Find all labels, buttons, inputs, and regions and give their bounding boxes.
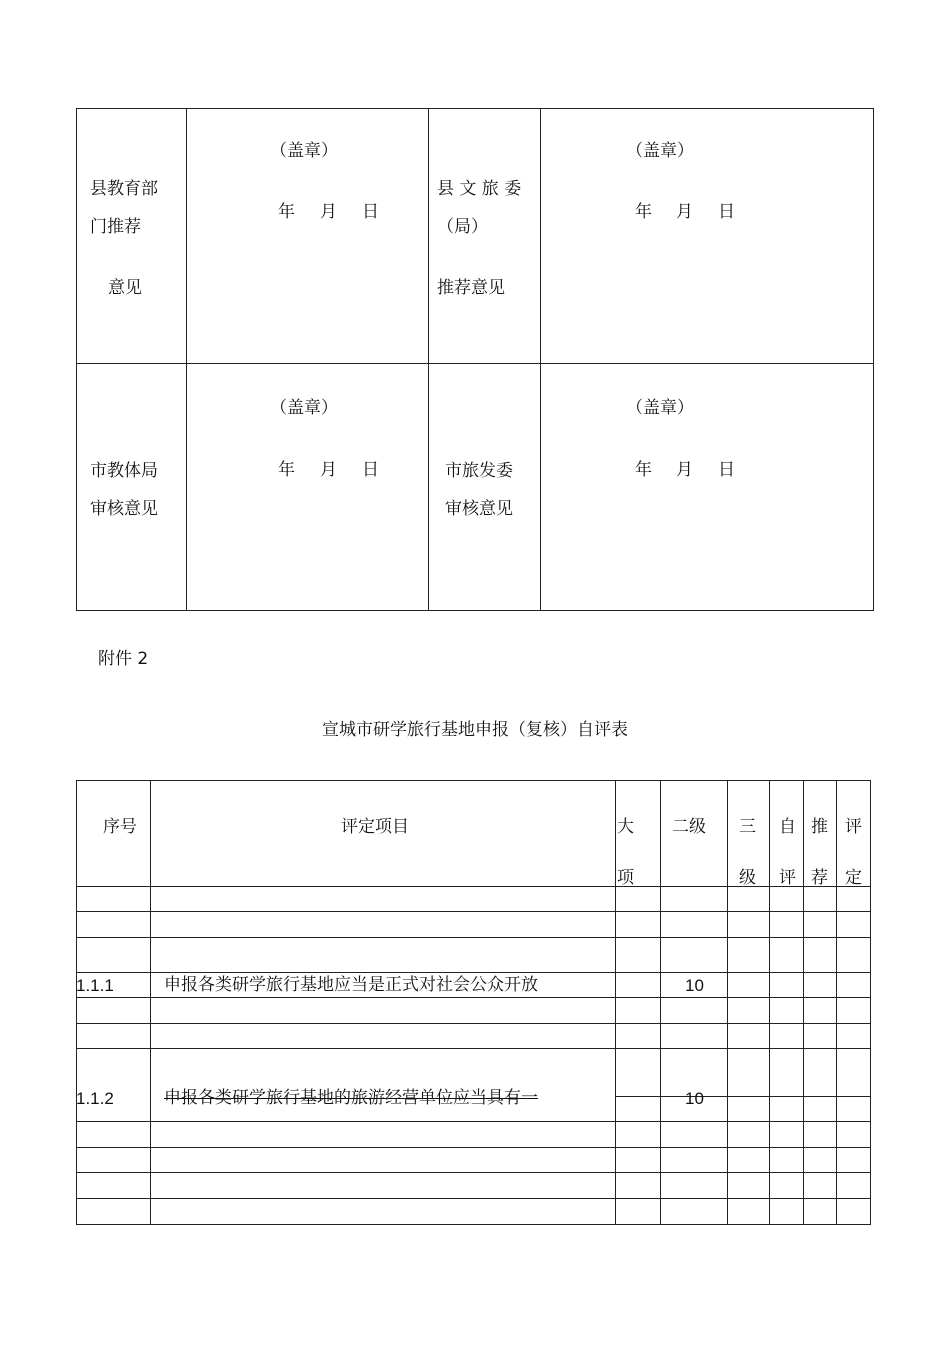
approval-col-divider xyxy=(186,108,187,611)
row-level2-score: 10 xyxy=(685,976,704,995)
eval-col-divider xyxy=(727,780,728,1225)
eval-row-divider xyxy=(76,1023,871,1024)
eval-row-divider xyxy=(76,1172,871,1173)
eval-row-divider xyxy=(76,972,871,973)
seal-placeholder: （盖章） xyxy=(270,398,338,418)
county-tourism-label: （局） xyxy=(437,217,488,237)
header-self: 评 xyxy=(779,868,796,888)
header-major: 项 xyxy=(617,868,634,888)
city-tourism-label: 市旅发委 xyxy=(445,461,513,481)
date-year: 年 xyxy=(278,202,295,222)
header-seq: 序号 xyxy=(103,817,137,837)
eval-col-divider xyxy=(660,780,661,1225)
eval-col-divider xyxy=(803,780,804,1225)
county-education-label: 县教育部 xyxy=(90,179,158,199)
eval-row-divider xyxy=(76,997,871,998)
eval-col-divider xyxy=(769,780,770,1225)
header-recommend: 推 xyxy=(811,817,828,837)
city-education-label: 市教体局 xyxy=(90,461,158,481)
approval-row-divider xyxy=(76,363,874,364)
eval-table xyxy=(76,780,871,1225)
seal-placeholder: （盖章） xyxy=(270,141,338,161)
row-item: 申报各类研学旅行基地的旅游经营单位应当具有一 xyxy=(164,1088,538,1108)
form-title: 宣城市研学旅行基地申报（复核）自评表 xyxy=(322,720,628,740)
approval-col-divider xyxy=(540,108,541,611)
seal-placeholder: （盖章） xyxy=(626,141,694,161)
eval-row-divider xyxy=(76,1198,871,1199)
seal-placeholder: （盖章） xyxy=(626,398,694,418)
date-year: 年 xyxy=(635,460,652,480)
approval-col-divider xyxy=(428,108,429,611)
county-education-label: 门推荐 xyxy=(90,217,141,237)
row-level2-score: 10 xyxy=(685,1089,704,1108)
county-education-label: 意见 xyxy=(108,278,142,298)
eval-col-divider xyxy=(836,780,837,1225)
date-year: 年 xyxy=(635,202,652,222)
city-education-label: 审核意见 xyxy=(90,499,158,519)
header-level3: 级 xyxy=(739,868,756,888)
date-month: 月 xyxy=(320,460,337,480)
header-item: 评定项目 xyxy=(341,817,409,837)
header-rating: 评 xyxy=(845,817,862,837)
header-level3: 三 xyxy=(739,817,756,837)
eval-col-divider xyxy=(150,780,151,1225)
date-day: 日 xyxy=(362,202,379,222)
row-seq: 1.1.2 xyxy=(76,1089,114,1108)
county-tourism-label: 县 文 旅 委 xyxy=(437,179,522,199)
date-day: 日 xyxy=(362,460,379,480)
eval-row-divider xyxy=(76,1048,871,1049)
eval-row-divider xyxy=(76,937,871,938)
eval-row-divider xyxy=(76,1121,871,1122)
eval-row-divider xyxy=(76,911,871,912)
header-level2: 二级 xyxy=(672,817,706,837)
header-recommend: 荐 xyxy=(811,868,828,888)
header-rating: 定 xyxy=(845,868,862,888)
county-tourism-label: 推荐意见 xyxy=(437,278,505,298)
header-self: 自 xyxy=(779,817,796,837)
row-item: 申报各类研学旅行基地应当是正式对社会公众开放 xyxy=(164,975,538,995)
date-day: 日 xyxy=(718,202,735,222)
eval-col-divider xyxy=(615,780,616,1225)
date-month: 月 xyxy=(676,460,693,480)
attachment-label: 附件 2 xyxy=(98,649,149,669)
row-seq: 1.1.1 xyxy=(76,976,114,995)
eval-row-divider xyxy=(76,1147,871,1148)
header-major: 大 xyxy=(617,817,634,837)
city-tourism-label: 审核意见 xyxy=(445,499,513,519)
date-month: 月 xyxy=(320,202,337,222)
eval-row-divider xyxy=(615,1096,871,1097)
date-year: 年 xyxy=(278,460,295,480)
date-day: 日 xyxy=(718,460,735,480)
date-month: 月 xyxy=(676,202,693,222)
